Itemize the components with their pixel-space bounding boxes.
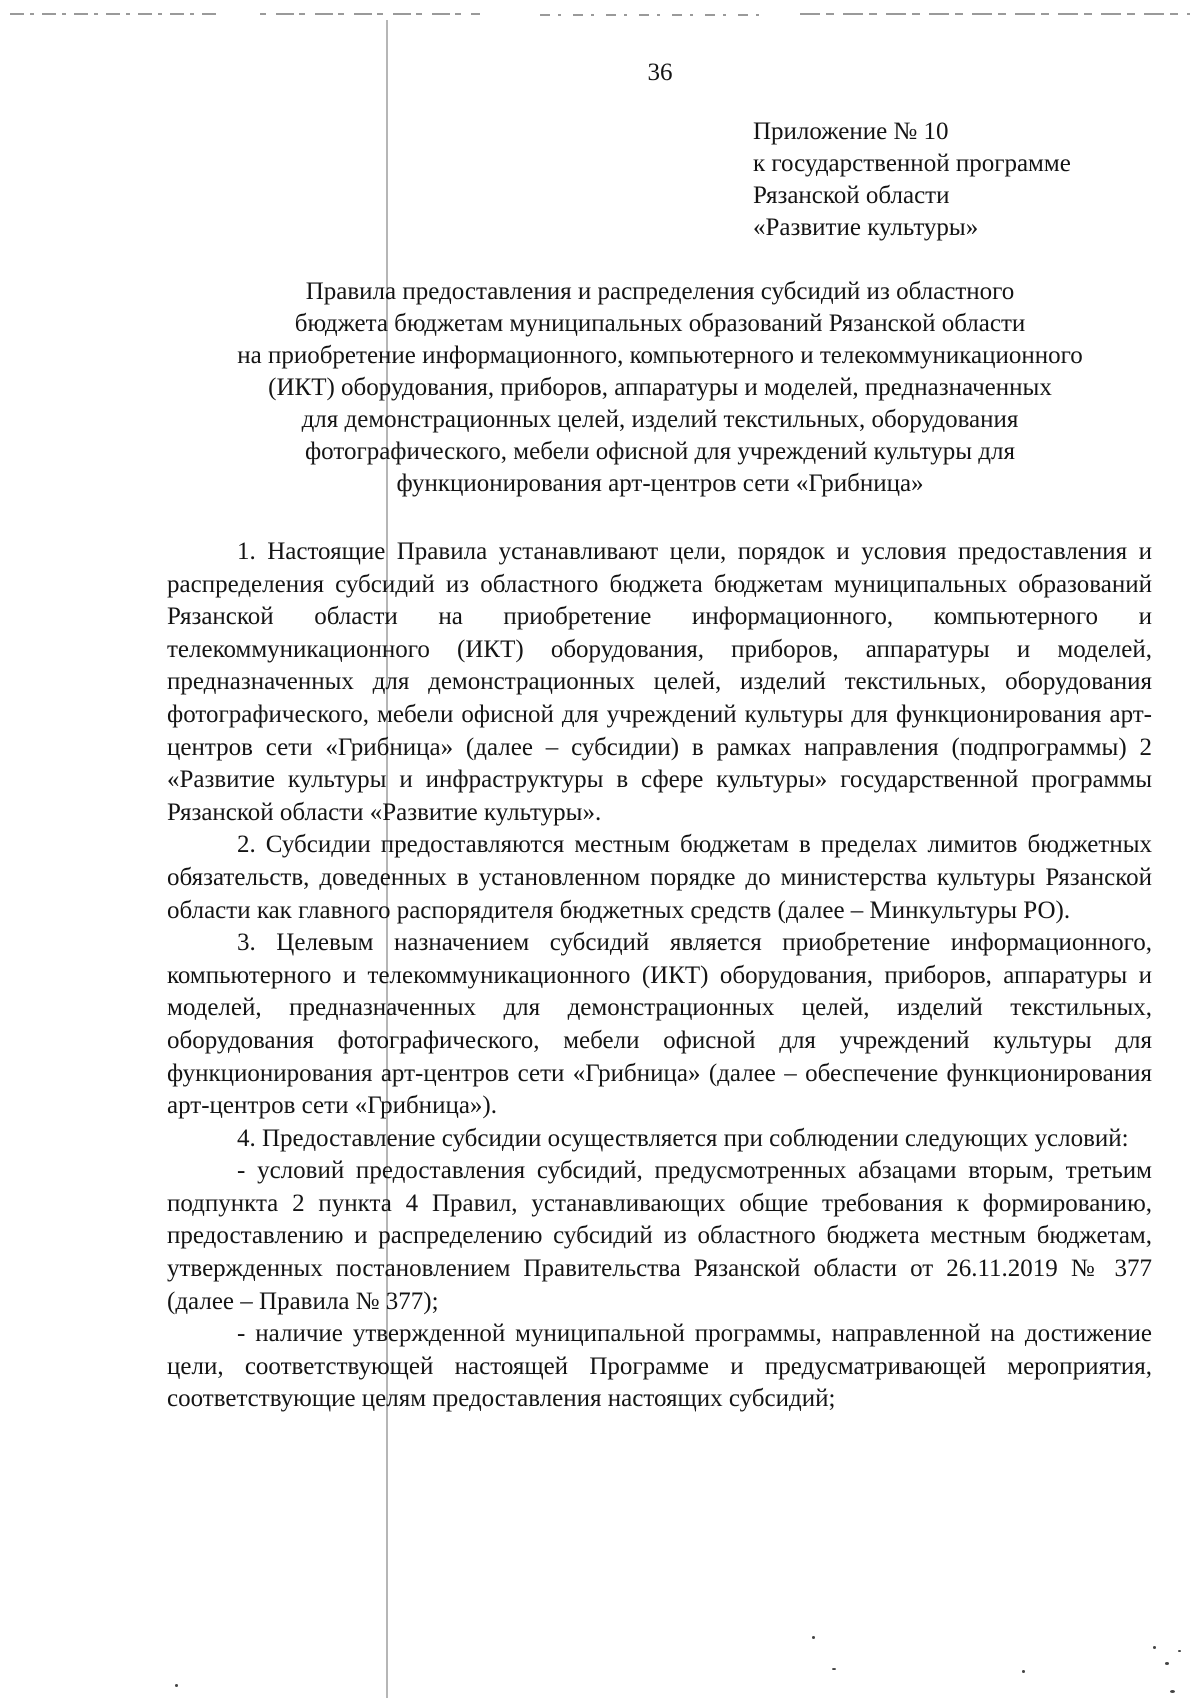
paragraph-1: 1. Настоящие Правила устанавливают цели, порядок и условия предоставления и распределения субсидий из областного бюджета бюджетам муниципальных образований Рязанской области на приобретение информационного, компьютерного и телекоммуникационного (ИКТ) оборудования, приборов, аппаратуры и моделей, предназначенных для демонстрационных целей, изделий текстильных, оборудования фотографического, мебели офисной для учреждений культуры для функционирования арт-центров сети «Грибница» (далее – субсидии) в рамках направления (подпрограммы) 2 «Развитие культуры и инфраструктуры в сфере культуры» государственной программы Рязанской области «Развитие культуры». (167, 538, 1152, 826)
title-line: Правила предоставления и распределения субсидий из областного (305, 278, 1015, 305)
scan-noise-top (0, 8, 1200, 18)
title-line: фотографического, мебели офисной для учреждений культуры для (304, 438, 1016, 465)
annex-line: Приложение № 10 (753, 118, 949, 145)
title-line: (ИКТ) оборудования, приборов, аппаратуры и моделей, предназначенных (268, 374, 1052, 401)
title-line: бюджета бюджетам муниципальных образований Рязанской области (294, 310, 1026, 337)
annex-line: Рязанской области (753, 182, 950, 209)
paragraph-4-condition-2: - наличие утвержденной муниципальной программы, направленной на достижение цели, соответствующей настоящей Программе и предусматривающей мероприятия, соответствующие целям предоставления настоящих субсидий; (167, 1320, 1152, 1413)
title-line: на приобретение информационного, компьютерного и телекоммуникационного (237, 342, 1083, 369)
page-number: 36 (647, 59, 673, 86)
paragraph-3: 3. Целевым назначением субсидий является приобретение информационного, компьютерного и телекоммуникационного (ИКТ) оборудования, приборов, аппаратуры и моделей, предназначенных для демонстрационных целей, изделий текстильных, оборудования фотографического, мебели офисной для учреждений культуры для функционирования арт-центров сети «Грибница» (далее – обеспечение функционирования арт-центров сети «Грибница»). (167, 929, 1152, 1120)
annex-header (753, 116, 1071, 244)
document-title (160, 276, 1160, 500)
title-line: для демонстрационных целей, изделий текстильных, оборудования (301, 406, 1019, 433)
annex-line: «Развитие культуры» (753, 214, 979, 241)
annex-line: к государственной программе (753, 150, 1071, 177)
document-body (167, 536, 1152, 1416)
title-line: функционирования арт-центров сети «Грибница» (396, 470, 924, 497)
paragraph-4-condition-1: - условий предоставления субсидий, предусмотренных абзацами вторым, третьим подпункта 2 пункта 4 Правил, устанавливающих общие требования к формированию, предоставлению и распределению субсидий из областного бюджета местным бюджетам, утвержденных постановлением Правительства Рязанской области от 26.11.2019 № 377 (далее – Правила № 377); (167, 1157, 1152, 1315)
paragraph-4: 4. Предоставление субсидии осуществляется при соблюдении следующих условий: (237, 1124, 1129, 1152)
paragraph-2: 2. Субсидии предоставляются местным бюджетам в пределах лимитов бюджетных обязательств, доведенных в установленном порядке до министерства культуры Рязанской области как главного распорядителя бюджетных средств (далее – Минкультуры РО). (167, 831, 1152, 924)
